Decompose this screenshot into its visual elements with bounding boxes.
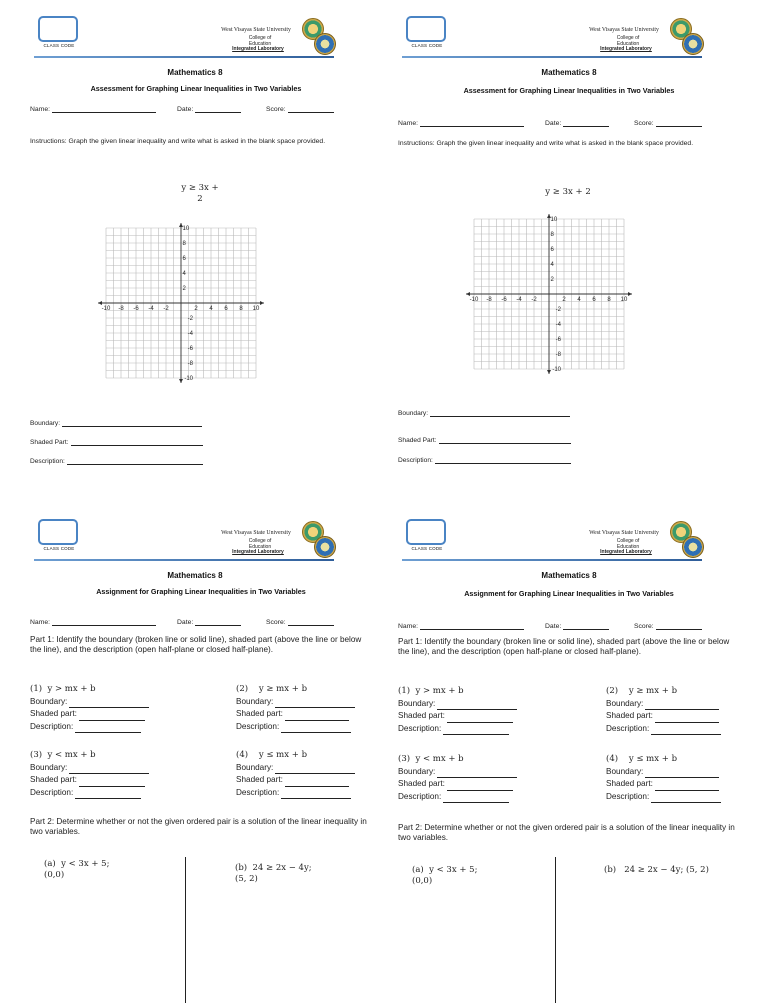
class-code-label: CLASS CODE	[43, 43, 75, 48]
lab-name: Integrated Laboratory	[232, 549, 284, 555]
x-tick-label: -10	[101, 306, 111, 312]
coordinate-grid	[464, 213, 636, 379]
worksheet-title: Assignment for Graphing Linear Inequalities in Two Variables	[464, 589, 674, 598]
boundary-field: Boundary:	[398, 408, 570, 417]
assignment-sheet-left	[30, 503, 392, 1006]
y-tick-label: -4	[555, 322, 561, 328]
x-tick-label: -8	[486, 297, 492, 303]
college-seal-logo	[314, 33, 336, 55]
item-3: (3) y < mx + b Boundary: Shaded part: Description:	[30, 749, 149, 799]
problem-b: (b) 24 ≥ 2x − 4y; (5, 2)	[604, 865, 709, 875]
header-rule	[34, 559, 334, 561]
x-tick-label: -6	[501, 297, 507, 303]
y-tick-label: -10	[552, 367, 561, 373]
x-tick-label: -2	[531, 297, 537, 303]
inequality-equation: y ≥ 3x + 2	[181, 183, 219, 204]
shaded-part-field: Shaded Part:	[398, 435, 571, 444]
item-2: (2) y ≥ mx + b Boundary: Shaded part: Description:	[606, 685, 721, 735]
problem-b: (b) 24 ≥ 2x − 4y; (5, 2)	[235, 863, 312, 884]
class-code-box	[406, 16, 446, 42]
name-field: Name:	[30, 104, 156, 113]
problem-a: (a) y < 3x + 5; (0,0)	[44, 859, 110, 880]
college-line-1: College of Education	[616, 538, 640, 550]
y-tick-label: -4	[187, 331, 193, 337]
date-field: Date:	[545, 621, 609, 630]
header-rule	[402, 559, 702, 561]
university-name: West Visayas State University	[589, 530, 659, 536]
x-tick-label: -4	[148, 306, 154, 312]
coordinate-grid	[96, 222, 268, 388]
item-4: (4) y ≤ mx + b Boundary: Shaded part: Description:	[236, 749, 355, 799]
y-tick-label: -6	[555, 337, 561, 343]
university-name: West Visayas State University	[221, 27, 291, 33]
y-tick-label: 10	[550, 217, 558, 223]
x-axis-arrow-right	[628, 292, 632, 296]
y-tick-label: -6	[187, 346, 193, 352]
x-tick-label: -6	[133, 306, 139, 312]
lab-name: Integrated Laboratory	[600, 549, 652, 555]
y-axis-arrow-down	[179, 379, 183, 383]
divider-line	[185, 857, 186, 1003]
part1-instructions: Part 1: Identify the boundary (broken line or solid line), shaded part (above the line or below the line), and the description (open half-plane or closed half-plane).	[398, 637, 730, 656]
y-tick-label: 6	[550, 247, 554, 253]
college-seal-logo	[682, 536, 704, 558]
date-field: Date:	[545, 118, 609, 127]
worksheet-title: Assessment for Graphing Linear Inequalities in Two Variables	[463, 86, 675, 95]
item-1: (1) y > mx + b Boundary: Shaded part: Description:	[30, 683, 149, 733]
subject-title: Mathematics 8	[167, 68, 223, 77]
description-field: Description:	[30, 456, 203, 465]
y-tick-label: 4	[550, 262, 554, 268]
subject-title: Mathematics 8	[541, 68, 597, 77]
y-tick-label: -2	[555, 307, 561, 313]
x-tick-label: 2	[194, 306, 198, 312]
y-tick-label: -10	[184, 376, 193, 382]
y-tick-label: -8	[555, 352, 561, 358]
part2-instructions: Part 2: Determine whether or not the given ordered pair is a solution of the linear inequality in two variables.	[30, 817, 367, 836]
class-code-label: CLASS CODE	[43, 546, 75, 551]
x-tick-label: 4	[577, 297, 581, 303]
worksheet-title: Assessment for Graphing Linear Inequalities in Two Variables	[90, 84, 302, 93]
y-tick-label: 2	[182, 286, 186, 292]
assessment-sheet-right	[398, 0, 760, 490]
college-line-1: College of Education	[616, 35, 640, 47]
item-2: (2) y ≥ mx + b Boundary: Shaded part: Description:	[236, 683, 355, 733]
x-tick-label: 8	[607, 297, 611, 303]
x-tick-label: -8	[118, 306, 124, 312]
college-seal-logo	[314, 536, 336, 558]
y-tick-label: 2	[550, 277, 554, 283]
x-axis-arrow-right	[260, 301, 264, 305]
y-tick-label: 4	[182, 271, 186, 277]
header-rule	[34, 56, 334, 58]
item-4: (4) y ≤ mx + b Boundary: Shaded part: Description:	[606, 753, 721, 803]
x-tick-label: 10	[252, 306, 260, 312]
item-3: (3) y < mx + b Boundary: Shaded part: Description:	[398, 753, 517, 803]
name-field: Name:	[398, 118, 524, 127]
y-tick-label: 8	[182, 241, 186, 247]
x-axis-arrow-left	[98, 301, 102, 305]
y-tick-label: 6	[182, 256, 186, 262]
class-code-label: CLASS CODE	[411, 546, 443, 551]
assignment-sheet-right	[398, 503, 760, 1006]
y-tick-label: 8	[550, 232, 554, 238]
x-tick-label: 2	[562, 297, 566, 303]
college-seal-logo	[682, 33, 704, 55]
score-field: Score:	[634, 118, 702, 127]
y-axis-arrow-down	[547, 370, 551, 374]
university-name: West Visayas State University	[221, 530, 291, 536]
divider-line	[555, 857, 556, 1003]
date-field: Date:	[177, 617, 241, 626]
class-code-box	[38, 16, 78, 42]
inequality-equation: y ≥ 3x + 2	[545, 187, 591, 197]
college-line-1: College of Education	[248, 35, 272, 47]
class-code-box	[38, 519, 78, 545]
x-tick-label: 6	[224, 306, 228, 312]
y-tick-label: 10	[182, 226, 190, 232]
score-field: Score:	[266, 617, 334, 626]
subject-title: Mathematics 8	[167, 571, 223, 580]
class-code-box	[406, 519, 446, 545]
part1-instructions: Part 1: Identify the boundary (broken line or solid line), shaded part (above the line or below the line), and the description (open half-plane or closed half-plane).	[30, 635, 362, 654]
x-tick-label: -4	[516, 297, 522, 303]
y-tick-label: -2	[187, 316, 193, 322]
assessment-sheet-left	[30, 0, 392, 490]
part2-instructions: Part 2: Determine whether or not the given ordered pair is a solution of the linear inequality in two variables.	[398, 823, 735, 842]
boundary-field: Boundary:	[30, 418, 202, 427]
worksheet-title: Assignment for Graphing Linear Inequalities in Two Variables	[96, 587, 306, 596]
x-axis-arrow-left	[466, 292, 470, 296]
instructions: Instructions: Graph the given linear inequality and write what is asked in the blank space provided.	[30, 138, 326, 145]
description-field: Description:	[398, 455, 571, 464]
instructions: Instructions: Graph the given linear inequality and write what is asked in the blank space provided.	[398, 140, 694, 147]
lab-name: Integrated Laboratory	[232, 46, 284, 52]
x-tick-label: -2	[163, 306, 169, 312]
x-tick-label: 10	[620, 297, 628, 303]
header-rule	[402, 56, 702, 58]
score-field: Score:	[634, 621, 702, 630]
problem-a: (a) y < 3x + 5; (0,0)	[412, 865, 478, 886]
score-field: Score:	[266, 104, 334, 113]
college-line-1: College of Education	[248, 538, 272, 550]
lab-name: Integrated Laboratory	[600, 46, 652, 52]
x-tick-label: -10	[469, 297, 479, 303]
name-field: Name:	[30, 617, 156, 626]
y-tick-label: -8	[187, 361, 193, 367]
class-code-label: CLASS CODE	[411, 43, 443, 48]
x-tick-label: 8	[239, 306, 243, 312]
date-field: Date:	[177, 104, 241, 113]
x-tick-label: 6	[592, 297, 596, 303]
university-name: West Visayas State University	[589, 27, 659, 33]
name-field: Name:	[398, 621, 524, 630]
subject-title: Mathematics 8	[541, 571, 597, 580]
item-1: (1) y > mx + b Boundary: Shaded part: Description:	[398, 685, 517, 735]
shaded-part-field: Shaded Part:	[30, 437, 203, 446]
x-tick-label: 4	[209, 306, 213, 312]
